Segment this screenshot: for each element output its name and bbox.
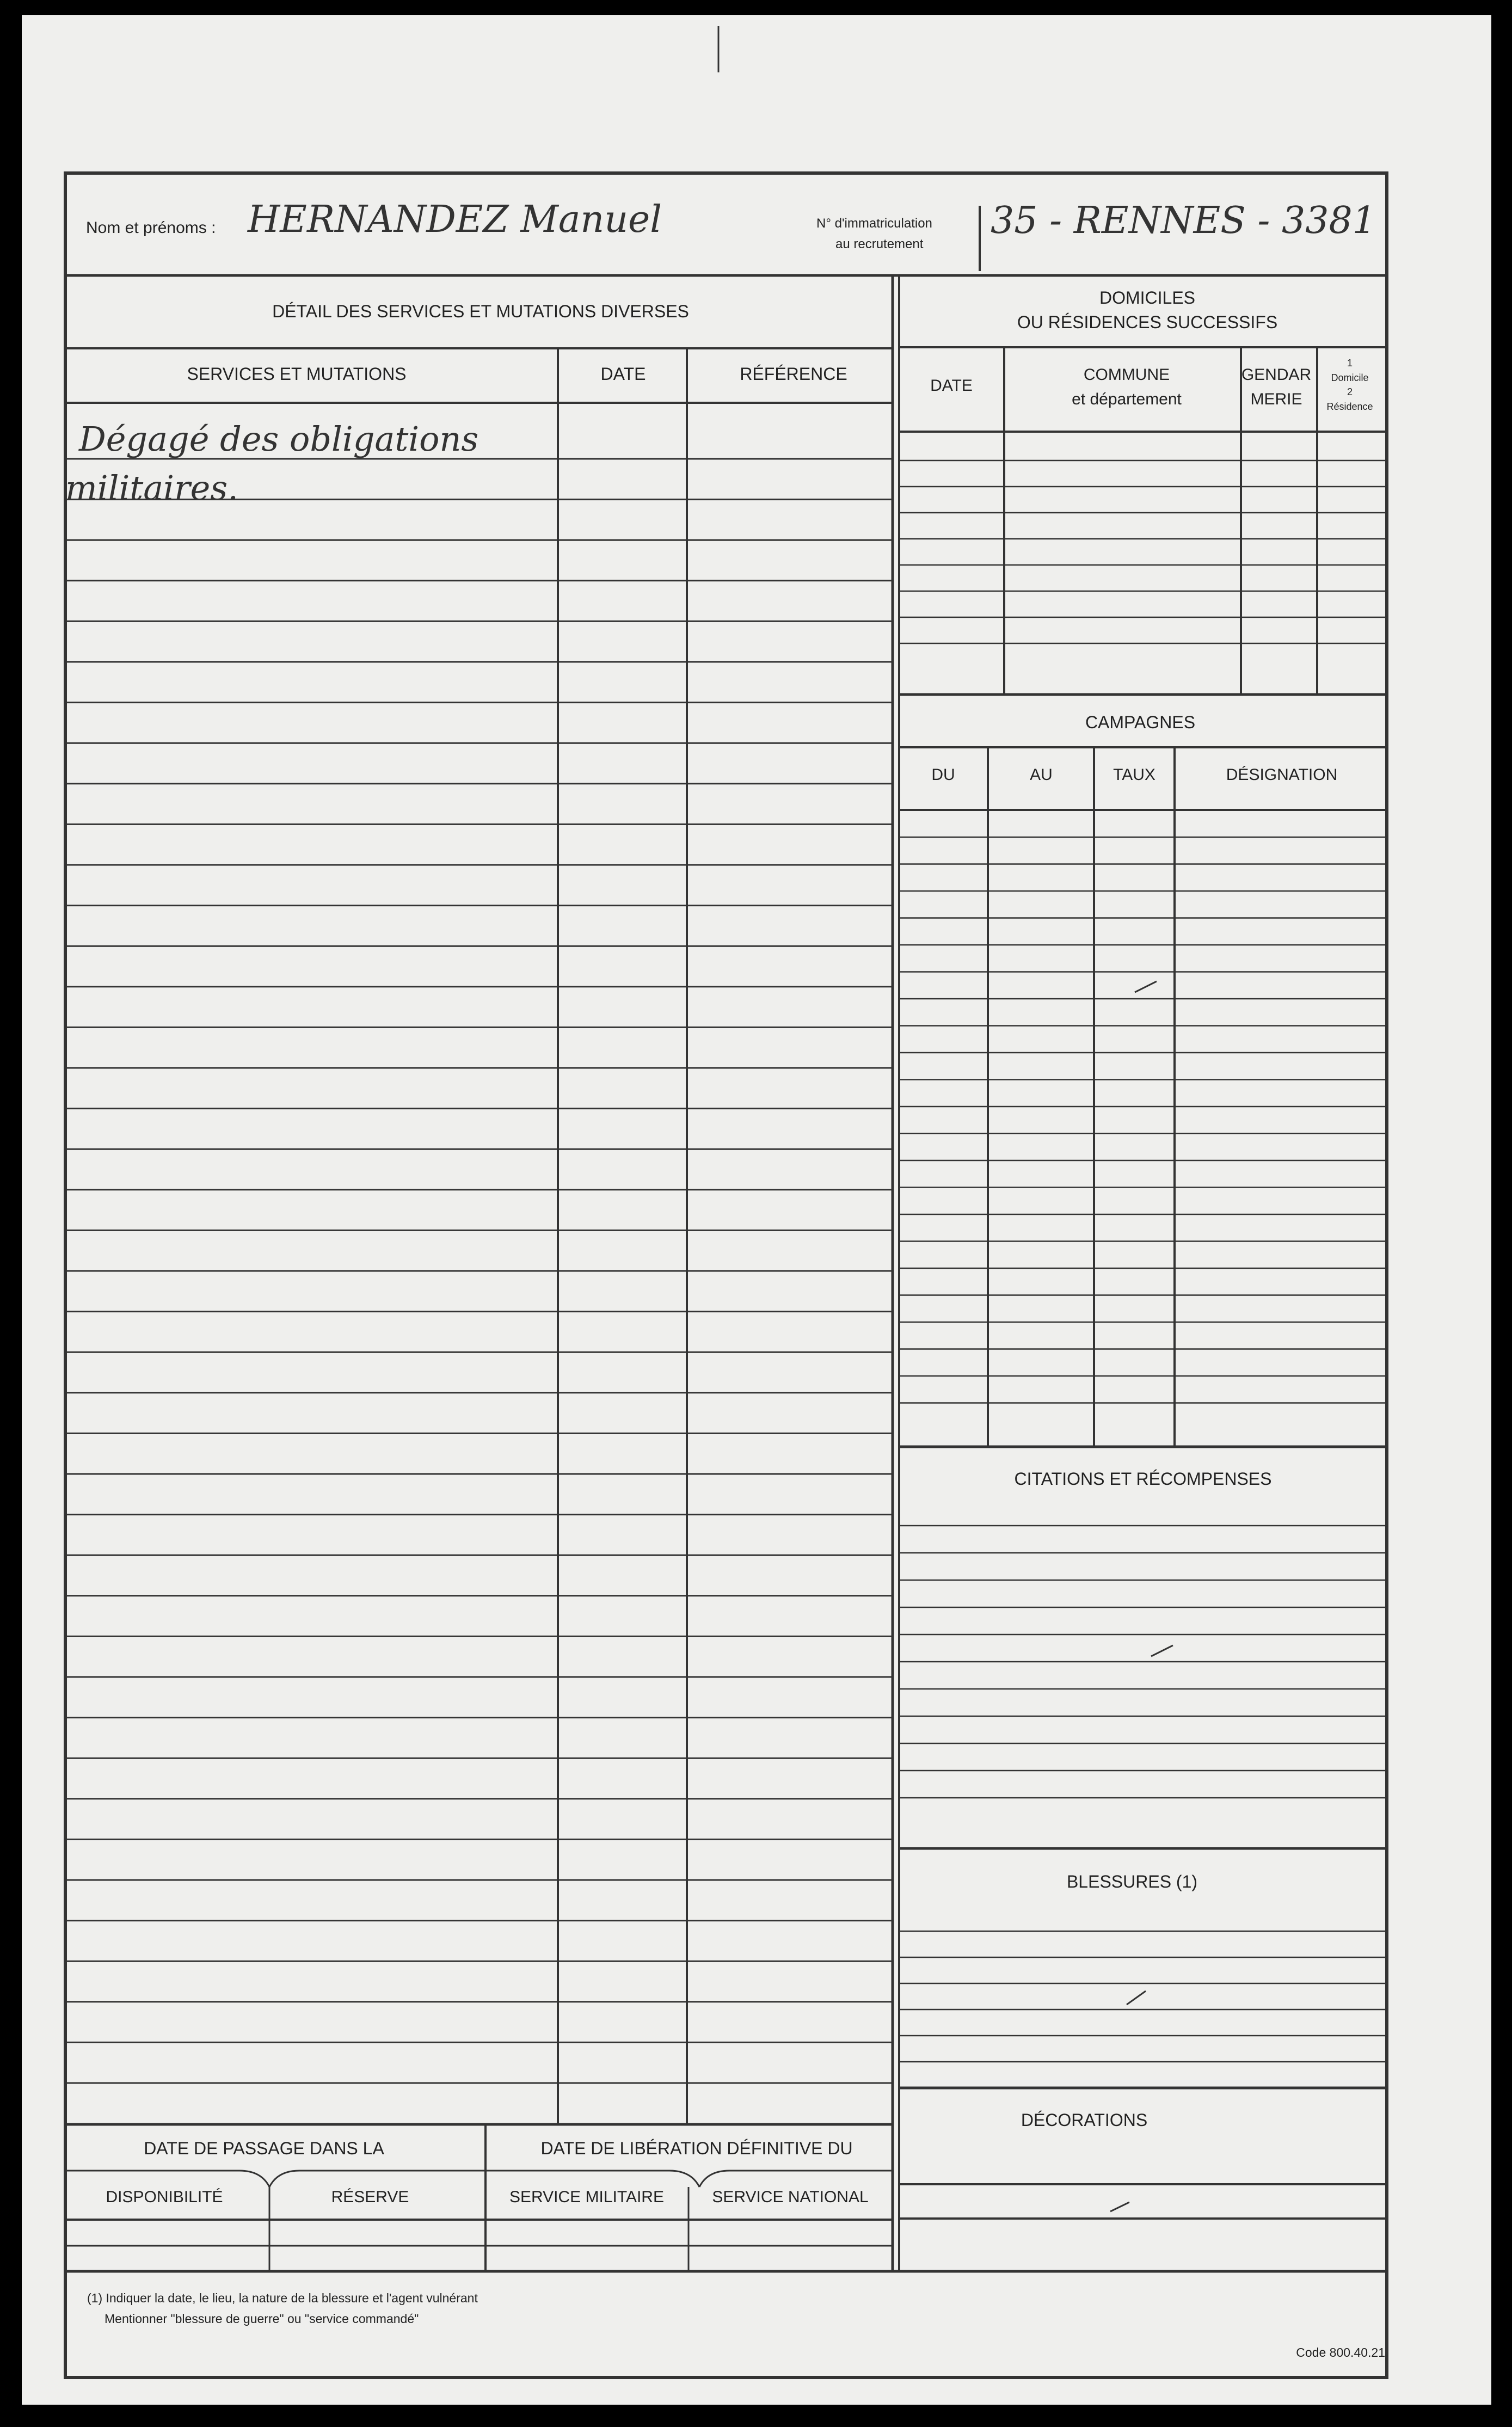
blank-dash-mark bbox=[1127, 1991, 1146, 2005]
dom-col-commune-1: COMMUNE bbox=[1083, 366, 1170, 384]
liberation-col-service-militaire: SERVICE MILITAIRE bbox=[509, 2188, 664, 2206]
form-code: Code 800.40.21 bbox=[1296, 2345, 1385, 2360]
decorations-title: DÉCORATIONS bbox=[1021, 2110, 1148, 2130]
dom-col-commune-2: et département bbox=[1072, 390, 1182, 408]
camp-col-du: DU bbox=[931, 766, 955, 784]
passage-col-reserve: RÉSERVE bbox=[331, 2188, 409, 2206]
liberation-title: DATE DE LIBÉRATION DÉFINITIVE DU bbox=[540, 2139, 853, 2158]
camp-col-taux: TAUX bbox=[1113, 766, 1155, 784]
dom-col-date: DATE bbox=[930, 377, 973, 395]
form-frame bbox=[65, 173, 1387, 2377]
blessures-row-lines bbox=[899, 1931, 1387, 2062]
citations-row-lines bbox=[899, 1526, 1387, 1798]
service-entry-line2: militaires. bbox=[65, 468, 238, 508]
services-row-lines bbox=[65, 459, 893, 2083]
citations-title: CITATIONS ET RÉCOMPENSES bbox=[1014, 1469, 1272, 1489]
military-record-form bbox=[22, 15, 1491, 2405]
passage-col-disponibilite: DISPONIBILITÉ bbox=[106, 2188, 223, 2206]
blessures-title: BLESSURES (1) bbox=[1066, 1872, 1198, 1891]
footer-note-line1: (1) Indiquer la date, le lieu, la nature de la blessure et l'agent vulnérant bbox=[87, 2291, 478, 2305]
passage-title: DATE DE PASSAGE DANS LA bbox=[144, 2139, 384, 2158]
name-label: Nom et prénoms : bbox=[86, 219, 216, 237]
footer-note-line2: Mentionner "blessure de guerre" ou "service commandé" bbox=[105, 2312, 419, 2326]
col-reference-header: RÉFÉRENCE bbox=[740, 364, 847, 384]
dom-col-type-3: 2 bbox=[1347, 386, 1353, 397]
domiciles-title-2: OU RÉSIDENCES SUCCESSIFS bbox=[1017, 312, 1278, 332]
camp-col-designation: DÉSIGNATION bbox=[1226, 766, 1338, 784]
name-value: HERNANDEZ Manuel bbox=[248, 198, 662, 241]
col-date-header: DATE bbox=[600, 364, 646, 384]
blank-dash-mark bbox=[1135, 981, 1157, 992]
matricule-value: 35 - RENNES - 3381 bbox=[991, 199, 1376, 242]
campagnes-title: CAMPAGNES bbox=[1085, 712, 1196, 732]
dom-col-type-1: 1 bbox=[1347, 358, 1353, 368]
form-sheet bbox=[22, 15, 1491, 2405]
blank-dash-mark bbox=[1151, 1645, 1173, 1656]
col-services-header: SERVICES ET MUTATIONS bbox=[187, 364, 407, 384]
domiciles-row-lines bbox=[899, 460, 1387, 643]
dom-col-type-2: Domicile bbox=[1331, 372, 1369, 383]
dom-col-gend-1: GENDAR bbox=[1241, 366, 1312, 384]
service-entry-line1: Dégagé des obligations bbox=[79, 419, 479, 459]
matricule-label-2: au recrutement bbox=[835, 237, 924, 251]
camp-col-au: AU bbox=[1030, 766, 1053, 784]
services-title: DÉTAIL DES SERVICES ET MUTATIONS DIVERSES bbox=[272, 302, 689, 321]
domiciles-title-1: DOMICILES bbox=[1099, 288, 1196, 308]
campagnes-row-lines bbox=[899, 837, 1387, 1403]
dom-col-gend-2: MERIE bbox=[1250, 390, 1302, 408]
liberation-col-service-national: SERVICE NATIONAL bbox=[712, 2188, 869, 2206]
blank-dash-mark bbox=[1110, 2202, 1129, 2211]
matricule-label-1: N° d'immatriculation bbox=[816, 216, 932, 231]
dom-col-type-4: Résidence bbox=[1326, 401, 1373, 412]
